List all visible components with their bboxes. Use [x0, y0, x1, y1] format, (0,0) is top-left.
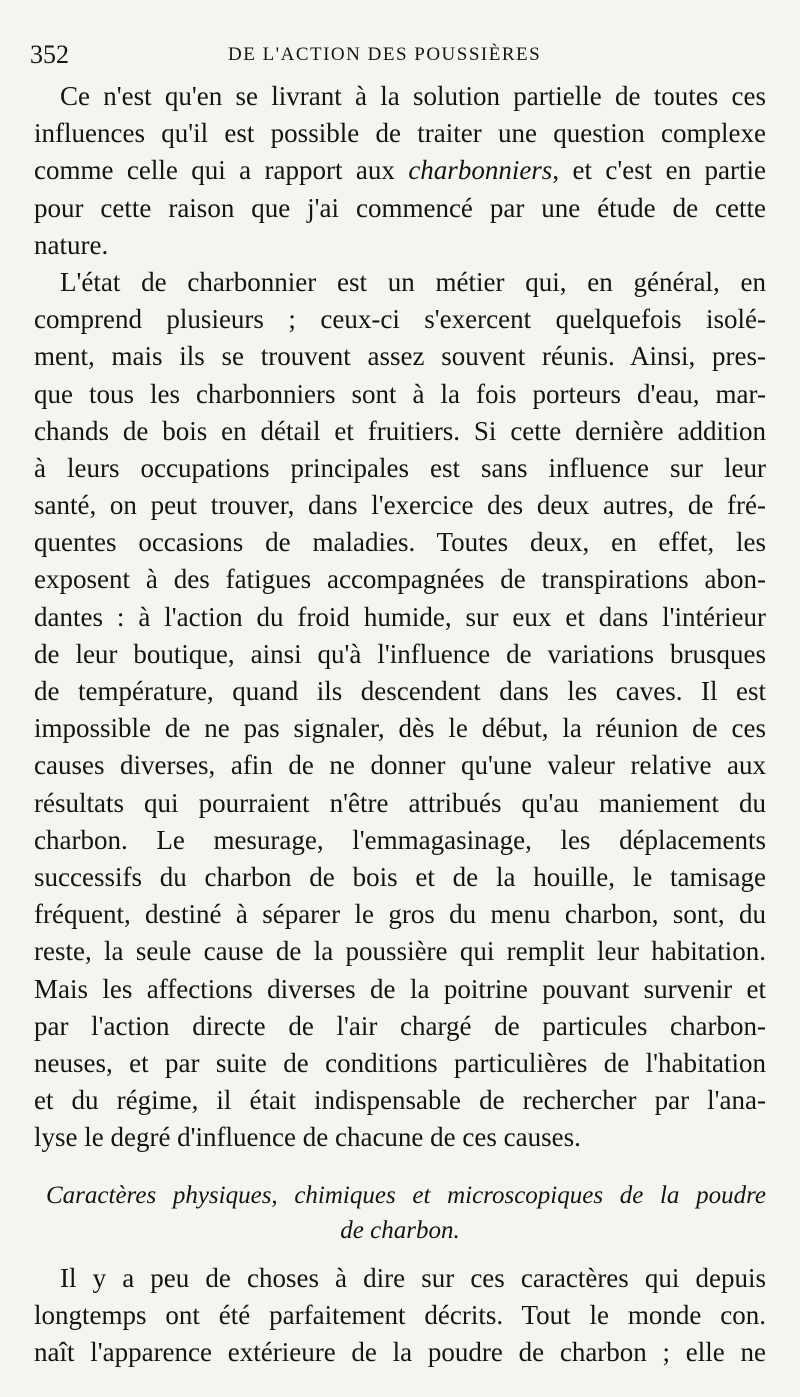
- text-line: Il y a peu de choses à dire sur ces caractères qui depuis: [60, 1263, 766, 1293]
- text-run: comme celle qui a rapport aux: [34, 155, 409, 186]
- text-line: et du régime, il était indispensable de rechercher par l'ana-: [34, 1085, 766, 1116]
- running-head: DE L'ACTION DES POUSSIÈRES: [228, 44, 542, 65]
- text-line: longtemps ont été parfaitement décrits. Tout le monde con.: [34, 1300, 766, 1331]
- text-line: influences qu'il est possible de traiter une question complexe: [34, 118, 766, 149]
- page-number: 352: [30, 40, 69, 69]
- text-line: charbon. Le mesurage, l'emmagasinage, les déplacements: [34, 824, 766, 855]
- text-line: ment, mais ils se trouvent assez souvent réunis. Ainsi, pres-: [34, 341, 766, 372]
- text-line: comprend plusieurs ; ceux-ci s'exercent quelquefois isolé-: [34, 304, 766, 335]
- text-line: pour cette raison que j'ai commencé par une étude de cette: [34, 192, 766, 223]
- section-text: [34, 1260, 766, 1372]
- text-line: reste, la seule cause de la poussière qui remplit leur habitation.: [34, 936, 766, 967]
- text-line: L'état de charbonnier est un métier qui, en général, en: [60, 266, 766, 297]
- text-line: par l'action directe de l'air chargé de particules charbon-: [34, 1010, 766, 1041]
- text-line: exposent à des fatigues accompagnées de transpirations abon-: [34, 564, 766, 595]
- text-line: résultats qui pourraient n'être attribués qu'au maniement du: [34, 787, 766, 818]
- text-line: à leurs occupations principales est sans influence sur leur: [34, 452, 766, 483]
- emphasis-charbonniers: charbonniers: [408, 155, 553, 186]
- page-header: [28, 40, 768, 72]
- text-line: fréquent, destiné à séparer le gros du menu charbon, sont, du: [34, 899, 766, 930]
- main-text: [34, 78, 766, 1156]
- text-run: , et c'est en partie: [552, 155, 766, 186]
- text-line: que tous les charbonniers sont à la fois porteurs d'eau, mar-: [34, 378, 766, 409]
- text-line-with-emphasis: [34, 152, 766, 189]
- text-line: neuses, et par suite de conditions particulières de l'habitation: [34, 1047, 766, 1078]
- text-line: Mais les affections diverses de la poitrine pouvant survenir et: [34, 973, 766, 1004]
- text-line: lyse le degré d'influence de chacune de ces causes.: [34, 1122, 581, 1153]
- text-line: impossible de ne pas signaler, dès le début, la réunion de ces: [34, 713, 766, 744]
- text-line: causes diverses, afin de ne donner qu'une valeur relative aux: [34, 750, 766, 781]
- text-line: quentes occasions de maladies. Toutes deux, en effet, les: [34, 527, 766, 558]
- text-line: santé, on peut trouver, dans l'exercice des deux autres, de fré-: [34, 490, 766, 521]
- text-line: Ce n'est qu'en se livrant à la solution partielle de toutes ces: [60, 81, 766, 111]
- text-line: chands de bois en détail et fruitiers. Si cette dernière addition: [34, 415, 766, 446]
- text-line: successifs du charbon de bois et de la houille, le tamisage: [34, 861, 766, 892]
- text-line: de température, quand ils descendent dans les caves. Il est: [34, 676, 766, 706]
- section-heading: [34, 1178, 766, 1248]
- section-heading-line: de charbon.: [340, 1217, 460, 1244]
- section-heading-line: Caractères physiques, chimiques et microscopiques de la poudre: [46, 1182, 766, 1209]
- text-line: de leur boutique, ainsi qu'à l'influence de variations brusques: [34, 638, 766, 669]
- text-line: dantes : à l'action du froid humide, sur eux et dans l'intérieur: [34, 601, 766, 632]
- text-line: naît l'apparence extérieure de la poudre de charbon ; elle ne: [34, 1337, 766, 1368]
- text-line: nature.: [34, 229, 109, 260]
